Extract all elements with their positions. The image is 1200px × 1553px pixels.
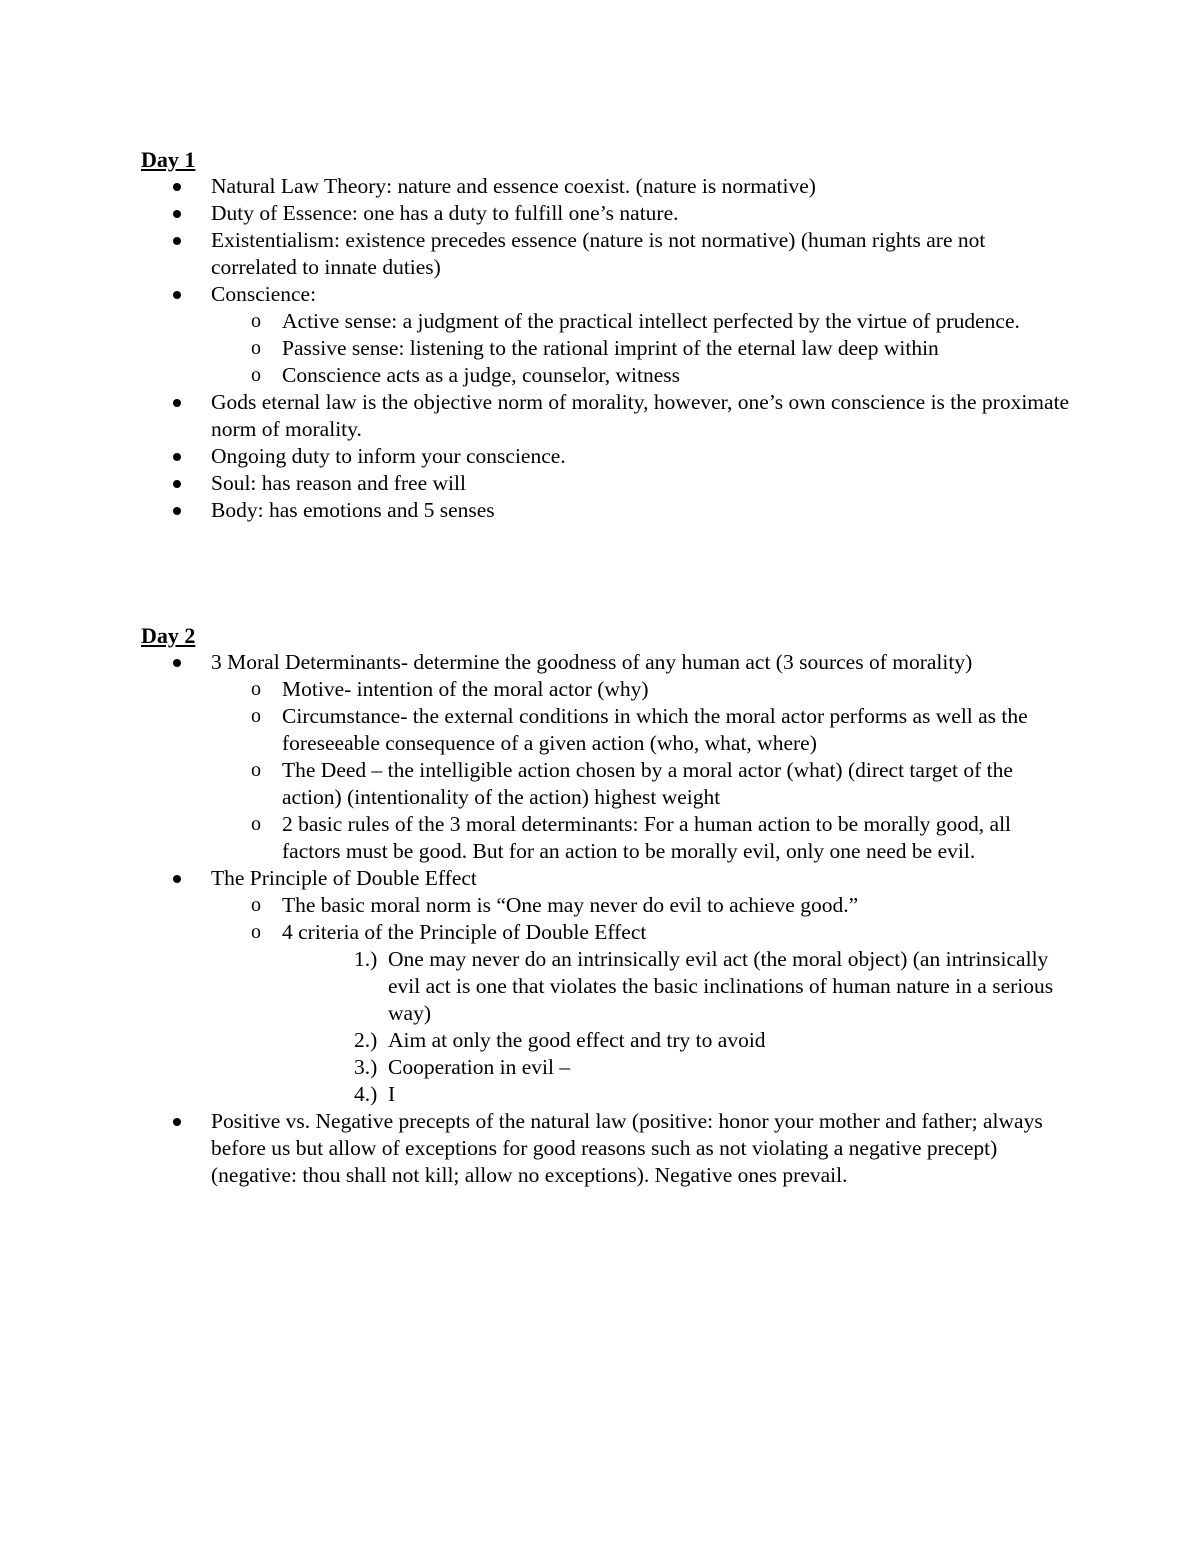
day2-section	[141, 622, 1071, 1189]
bullet-icon	[173, 237, 181, 245]
sub-list-item: o The basic moral norm is “One may never do evil to achieve good.”	[251, 893, 859, 917]
bullet-icon	[173, 453, 181, 461]
list-item: The Principle of Double Effect o The basic moral norm is “One may never do evil to achieve good.” o 4 criteria of the Principle of Double Effect 1.) One may never do an intrinsically evil act (the moral object) (an intrinsically evil act is one that violates the basic inclinations of human nature in a serious way) 2.) Aim at only the good effect and try to avoid 3.) Cooperation in evil – 4.) I	[141, 865, 1071, 1108]
conscience-sublist	[211, 308, 1071, 389]
list-item: Positive vs. Negative precepts of the natural law (positive: honor your mother and father; always before us but allow of exceptions for good reasons such as not violating a negative precept) (negative: thou shall not kill; allow no exceptions). Negative ones prevail.	[141, 1108, 1071, 1189]
list-item: Conscience: o Active sense: a judgment of the practical intellect perfected by the virtue of prudence. o Passive sense: listening to the rational imprint of the eternal law deep within o Conscience acts as a judge, counselor, witness	[141, 281, 1071, 389]
sub-bullet-icon: o	[251, 678, 261, 700]
list-item: Soul: has reason and free will	[141, 470, 1071, 497]
list-item: Ongoing duty to inform your conscience.	[141, 443, 1071, 470]
sub-bullet-icon: o	[251, 364, 261, 386]
bullet-icon	[173, 210, 181, 218]
day1-heading: Day 1	[141, 147, 196, 172]
numbered-item: 4.) I	[354, 1082, 396, 1106]
sub-list-item: o Passive sense: listening to the rational imprint of the eternal law deep within	[251, 336, 939, 360]
bullet-icon	[173, 1118, 181, 1126]
bullet-icon	[173, 399, 181, 407]
sub-list-item: o The Deed – the intelligible action chosen by a moral actor (what) (direct target of the action) (intentionality of the action) highest weight	[251, 758, 1013, 809]
sub-bullet-icon: o	[251, 813, 261, 835]
list-item: Existentialism: existence precedes essence (nature is not normative) (human rights are not correlated to innate duties)	[141, 227, 1071, 281]
list-item: Gods eternal law is the objective norm of morality, however, one’s own conscience is the proximate norm of morality.	[141, 389, 1071, 443]
list-item: Body: has emotions and 5 senses	[141, 497, 1071, 524]
bullet-icon	[173, 291, 181, 299]
bullet-icon	[173, 183, 181, 191]
list-item: 3 Moral Determinants- determine the goodness of any human act (3 sources of morality) o Motive- intention of the moral actor (why) o Circumstance- the external conditions in which the moral actor performs as well as the foreseeable consequence of a given action (who, what, where) o The Deed – the intelligible action chosen by a moral actor (what) (direct target of the action) (intentionality of the action) highest weight o 2 basic rules of the 3 moral determinants: For a human action to be morally good, all factors must be good. But for an action to be morally evil, only one need be evil.	[141, 649, 1071, 865]
sub-bullet-icon: o	[251, 705, 261, 727]
day2-heading: Day 2	[141, 623, 196, 648]
criteria-list	[282, 946, 1071, 1108]
bullet-icon	[173, 507, 181, 515]
sub-list-item: o 2 basic rules of the 3 moral determinants: For a human action to be morally good, all factors must be good. But for an action to be morally evil, only one need be evil.	[251, 812, 1012, 863]
numbered-item: 3.) Cooperation in evil –	[354, 1055, 571, 1079]
sub-list-item: o 4 criteria of the Principle of Double Effect 1.) One may never do an intrinsically evil act (the moral object) (an intrinsically evil act is one that violates the basic inclinations of human nature in a serious way) 2.) Aim at only the good effect and try to avoid 3.) Cooperation in evil – 4.) I	[211, 919, 1071, 1108]
bullet-icon	[173, 659, 181, 667]
sub-bullet-icon: o	[251, 921, 261, 943]
numbered-item: 2.) Aim at only the good effect and try to avoid	[354, 1028, 766, 1052]
day1-section	[141, 146, 1071, 524]
sub-list-item: o Motive- intention of the moral actor (why)	[251, 677, 649, 701]
sub-bullet-icon: o	[251, 310, 261, 332]
sub-bullet-icon: o	[251, 337, 261, 359]
determinants-sublist	[211, 676, 1071, 865]
sub-list-item: o Circumstance- the external conditions in which the moral actor performs as well as the foreseeable consequence of a given action (who, what, where)	[251, 704, 1028, 755]
day2-list	[141, 649, 1071, 1189]
numbered-item: 1.) One may never do an intrinsically evil act (the moral object) (an intrinsically evil act is one that violates the basic inclinations of human nature in a serious way)	[354, 947, 1054, 1025]
list-item: Natural Law Theory: nature and essence coexist. (nature is normative)	[141, 173, 1071, 200]
sub-bullet-icon: o	[251, 759, 261, 781]
sub-list-item: o Conscience acts as a judge, counselor, witness	[251, 363, 680, 387]
sub-bullet-icon: o	[251, 894, 261, 916]
bullet-icon	[173, 875, 181, 883]
sub-list-item: o Active sense: a judgment of the practical intellect perfected by the virtue of prudence.	[251, 309, 1020, 333]
list-item: Duty of Essence: one has a duty to fulfill one’s nature.	[141, 200, 1071, 227]
double-effect-sublist	[211, 892, 1071, 1108]
day1-list	[141, 173, 1071, 524]
bullet-icon	[173, 480, 181, 488]
